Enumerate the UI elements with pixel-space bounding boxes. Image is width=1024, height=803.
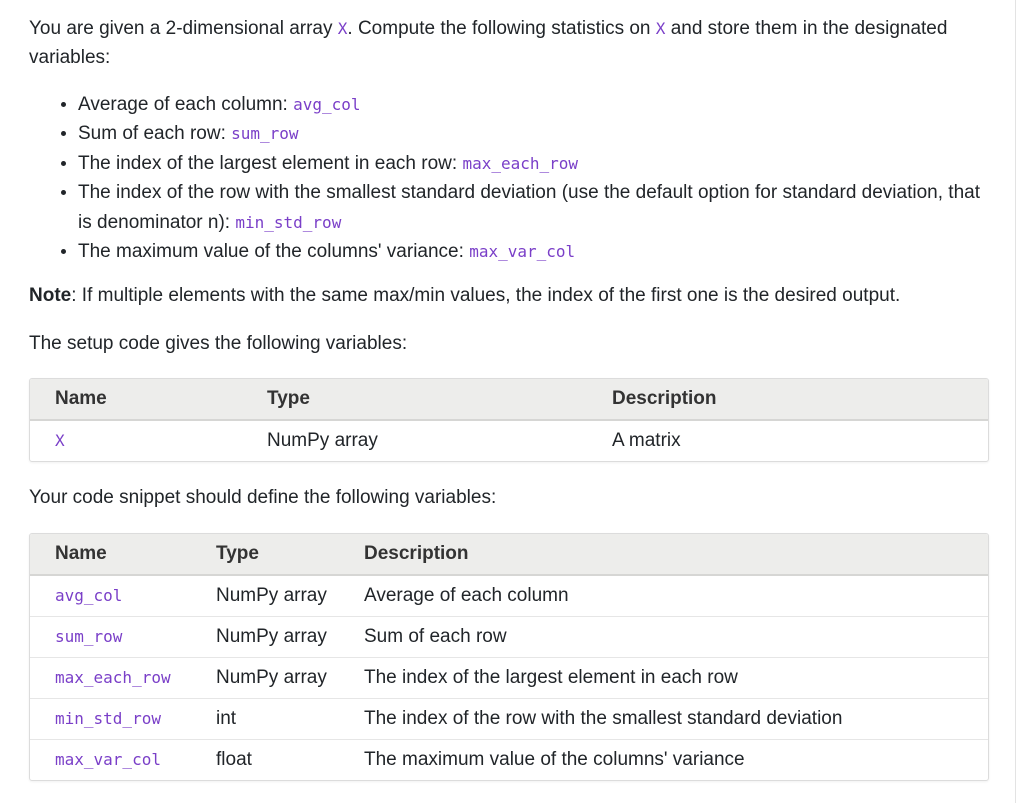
table-row	[30, 698, 988, 739]
intro-text-1: You are given a 2-dimensional array	[29, 18, 338, 39]
note-label: Note	[29, 285, 72, 307]
note-text: : If multiple elements with the same max/min values, the index of the first one is the desired output.	[71, 285, 901, 307]
list-item-code: sum_row	[231, 124, 299, 144]
list-item	[78, 90, 989, 119]
intro-var-x: X	[337, 19, 348, 38]
list-item-code: max_var_col	[469, 242, 576, 262]
list-item-code: min_std_row	[235, 212, 342, 232]
table-row	[30, 739, 988, 780]
table-row	[30, 657, 988, 698]
list-item-text: The maximum value of the columns' variance:	[78, 241, 470, 263]
list-item-text: Sum of each row:	[78, 123, 232, 145]
variable-name: max_each_row	[55, 668, 171, 688]
list-item-text: The index of the largest element in each row:	[78, 152, 463, 174]
column-header-name: Name	[30, 379, 267, 421]
variable-description: The index of the largest element in each row	[364, 657, 988, 698]
variable-type: NumPy array	[267, 430, 378, 452]
list-item	[78, 237, 989, 266]
variable-description: A matrix	[612, 430, 681, 452]
variable-type: int	[216, 698, 364, 739]
intro-paragraph	[29, 14, 989, 72]
intro-text-2: . Compute the following statistics on	[347, 18, 656, 39]
list-item-text: Average of each column:	[78, 94, 294, 115]
column-header-description: Description	[612, 379, 988, 421]
table-header-row	[30, 379, 988, 421]
table-row	[30, 421, 988, 461]
list-item-code: avg_col	[293, 95, 361, 114]
list-item	[78, 149, 989, 178]
intro-text-3: and store them in the designated variables:	[29, 18, 948, 68]
variable-type: NumPy array	[216, 616, 364, 657]
output-variables-table	[29, 533, 989, 781]
intro-var-x-2: X	[655, 19, 666, 38]
defines-text: Your code snippet should define the following variables:	[29, 487, 497, 509]
variable-name: avg_col	[55, 586, 123, 606]
variable-type: NumPy array	[216, 585, 327, 607]
variable-type: NumPy array	[216, 657, 364, 698]
column-header-name: Name	[30, 534, 216, 576]
list-item-code: max_each_row	[462, 153, 579, 173]
variable-description: The index of the row with the smallest standard deviation	[364, 698, 988, 739]
column-header-description: Description	[364, 534, 988, 576]
statistics-list	[29, 90, 989, 266]
variable-name: X	[55, 431, 65, 451]
question-body	[29, 14, 989, 781]
column-header-type: Type	[267, 379, 612, 421]
list-item-text: The index of the row with the smallest standard deviation (use the default option for standard deviation, that is denominator n):	[78, 182, 980, 233]
column-header-type: Type	[216, 534, 364, 576]
setup-text: The setup code gives the following variables:	[29, 333, 408, 355]
variable-description: The maximum value of the columns' variance	[364, 739, 988, 780]
note-paragraph	[29, 281, 989, 310]
list-item	[78, 119, 989, 148]
variable-name: max_var_col	[55, 750, 161, 770]
table-row	[30, 616, 988, 657]
setup-variables-table	[29, 378, 989, 462]
table-header-row	[30, 534, 988, 576]
variable-name: sum_row	[55, 627, 123, 647]
variable-type: float	[216, 739, 364, 780]
list-item	[78, 178, 989, 237]
variable-name: min_std_row	[55, 709, 161, 729]
variable-description: Average of each column	[364, 585, 569, 607]
variable-description: Sum of each row	[364, 616, 988, 657]
table-row	[30, 576, 988, 616]
